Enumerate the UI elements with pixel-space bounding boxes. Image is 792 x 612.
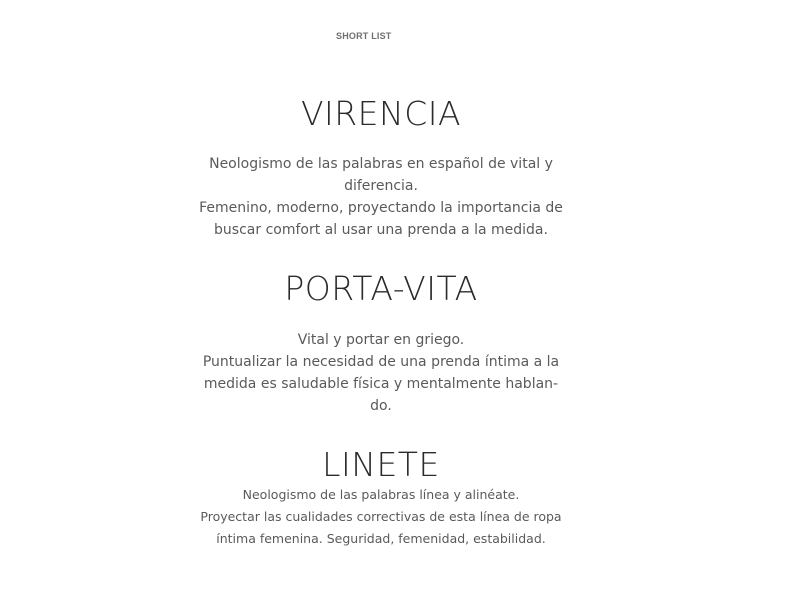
description-line: Neologismo de las palabras en español de vital y: [209, 156, 553, 172]
description-line: íntima femenina. Seguridad, femenidad, estabilidad.: [216, 531, 546, 546]
option-description: [191, 329, 571, 417]
description-line: buscar comfort al usar una prenda a la medida.: [214, 222, 548, 238]
option-title: LINETE: [322, 445, 440, 484]
description-line: Vital y portar en griego.: [297, 332, 465, 348]
option-title: VIRENCIA: [300, 94, 462, 133]
description-line: do.: [370, 398, 392, 414]
option-description: [191, 153, 571, 241]
description-line: diferencia.: [344, 178, 418, 194]
name-option-porta-vita: [191, 268, 571, 417]
description-line: Femenino, moderno, proyectando la importancia de: [199, 200, 563, 216]
description-line: Neologismo de las palabras línea y alinéate.: [242, 487, 520, 502]
option-title: PORTA-VITA: [284, 269, 478, 308]
name-option-virencia: [191, 93, 571, 241]
description-line: medida es saludable física y mentalmente hablan-: [203, 376, 559, 392]
name-option-linete: [191, 444, 571, 550]
short-list-label: SHORT LIST: [336, 31, 392, 41]
description-line: Proyectar las cualidades correctivas de esta línea de ropa: [200, 509, 562, 524]
option-description: [191, 484, 571, 550]
description-line: Puntualizar la necesidad de una prenda íntima a la: [202, 354, 560, 370]
